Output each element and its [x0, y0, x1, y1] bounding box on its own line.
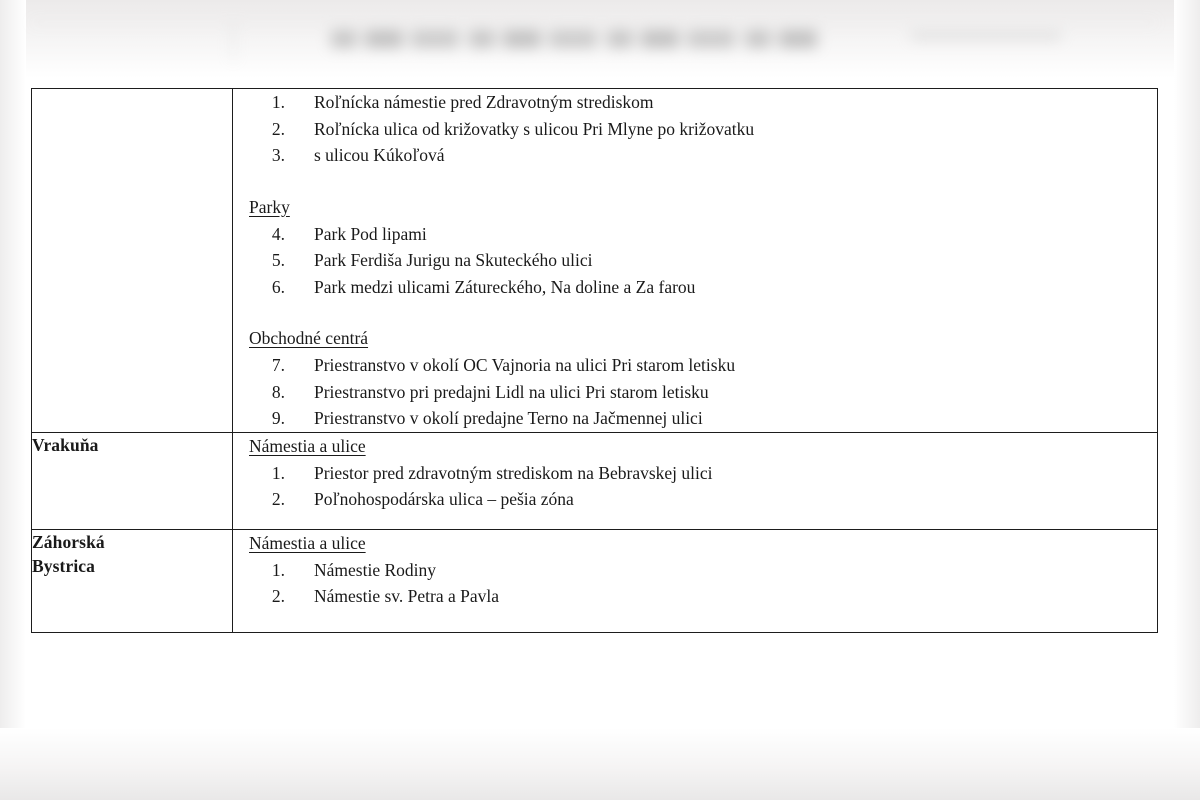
- list-item-label: Priestranstvo pri predajni Lidl na ulici Pri starom letisku: [314, 381, 709, 402]
- previous-row-ghost: [31, 22, 1157, 60]
- list-item-group: [233, 89, 1157, 169]
- list-item: [233, 557, 1157, 584]
- left-fade-overlay: [0, 0, 26, 800]
- section-heading-parky: Parky: [249, 196, 290, 217]
- locations-table: [31, 88, 1158, 633]
- locations-cell: [233, 529, 1158, 632]
- list-marker: 3.: [271, 145, 285, 165]
- list-item: [233, 89, 1157, 116]
- list-marker: 5.: [271, 250, 285, 270]
- list-item-label: Námestie Rodiny: [314, 559, 436, 580]
- list-item: [233, 379, 1157, 406]
- table-row: [32, 89, 1158, 433]
- list-item-group: [233, 557, 1157, 610]
- list-item-label: Poľnohospodárska ulica – pešia zóna: [314, 489, 574, 509]
- list-item-label: Park medzi ulicami Zátureckého, Na doline a Za farou: [314, 276, 696, 297]
- district-label-cell: [32, 89, 233, 433]
- list-item-label: Park Pod lipami: [314, 223, 427, 244]
- list-marker: 4.: [271, 223, 285, 244]
- list-marker: 2.: [271, 586, 285, 606]
- list-item-label: Priestranstvo v okolí predajne Terno na Jačmennej ulici: [314, 408, 703, 428]
- list-item: [233, 221, 1157, 248]
- list-item: [233, 274, 1157, 301]
- section-heading-obchodne-centra: Obchodné centrá: [249, 328, 369, 348]
- list-item: [233, 460, 1157, 487]
- list-item-label: Priestranstvo v okolí OC Vajnoria na ulici Pri starom letisku: [314, 355, 736, 375]
- section-heading-namestia-a-ulice: Námestia a ulice: [249, 532, 366, 553]
- list-marker: 2.: [271, 489, 285, 509]
- list-item-label: Park Ferdiša Jurigu na Skuteckého ulici: [314, 250, 593, 270]
- list-marker: 8.: [271, 381, 285, 402]
- district-label-cell: [32, 529, 233, 632]
- next-row-ghost: [31, 744, 1157, 774]
- list-item: [233, 352, 1157, 379]
- district-label: Vrakuňa: [32, 434, 99, 455]
- locations-cell: [233, 89, 1158, 433]
- list-item: [233, 116, 1157, 143]
- section-heading-wrap: [233, 530, 1157, 557]
- list-item-label: Námestie sv. Petra a Pavla: [314, 586, 499, 606]
- list-item-label: s ulicou Kúkoľová: [314, 145, 445, 165]
- section-heading-wrap: [233, 194, 1157, 221]
- district-label-cell: [32, 432, 233, 529]
- table-row: [32, 432, 1158, 529]
- table-row: [32, 529, 1158, 632]
- district-label-line1: Záhorská: [32, 531, 105, 552]
- list-item: [233, 142, 1157, 169]
- section-heading-namestia-a-ulice: Námestia a ulice: [249, 435, 366, 456]
- list-marker: 1.: [271, 92, 285, 112]
- list-item-group: [233, 460, 1157, 513]
- section-heading-wrap: [233, 325, 1157, 352]
- list-item-label: Roľnícka ulica od križovatky s ulicou Pri Mlyne po križovatku: [314, 118, 755, 139]
- list-marker: 6.: [271, 276, 285, 297]
- list-item: [233, 247, 1157, 274]
- list-item-label: Roľnícka námestie pred Zdravotným strediskom: [314, 92, 654, 112]
- district-label-line2: Bystrica: [32, 555, 96, 576]
- list-marker: 2.: [271, 118, 285, 139]
- list-marker: 1.: [271, 559, 285, 580]
- list-item: [233, 486, 1157, 513]
- right-fade-overlay: [1174, 0, 1200, 800]
- list-marker: 7.: [271, 355, 285, 375]
- section-heading-wrap: [233, 433, 1157, 460]
- list-item: [233, 583, 1157, 610]
- list-item-label: Priestor pred zdravotným strediskom na Bebravskej ulici: [314, 462, 713, 483]
- locations-cell: [233, 432, 1158, 529]
- list-marker: 9.: [271, 408, 285, 428]
- list-item: [233, 405, 1157, 432]
- list-marker: 1.: [271, 462, 285, 483]
- list-item-group: [233, 221, 1157, 301]
- list-item-group: [233, 352, 1157, 432]
